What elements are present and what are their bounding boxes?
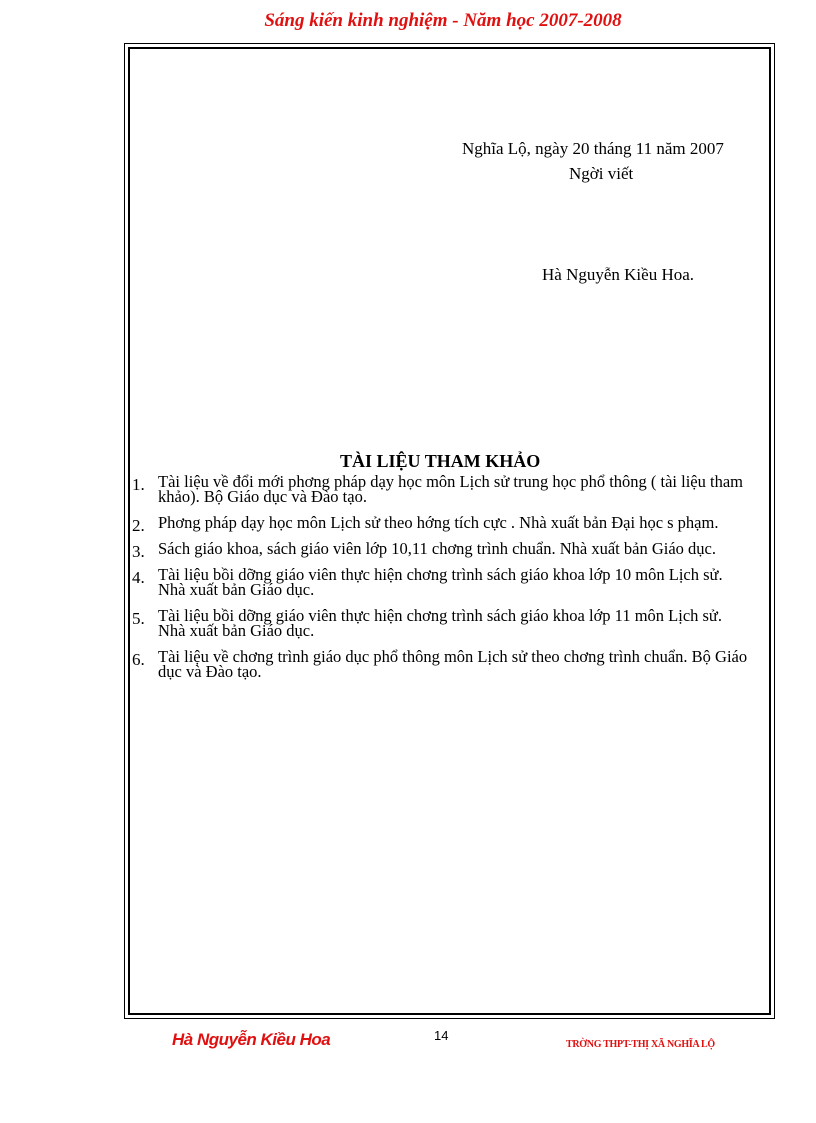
writer-label: Ngời viết [569,164,634,183]
list-item [132,474,752,504]
list-item [132,513,752,535]
list-item-number: 2. [132,516,145,535]
list-item-text: Tài liệu bồi dỡng giáo viên thực hiện chơng trình sách giáo khoa lớp 10 môn Lịch sử. Nhà xuất bản Giáo dục. [158,565,723,599]
footer-school-name: TRỜNG THPT-THỊ XÃ NGHĨA LỘ [566,1039,715,1050]
list-item-text: Sách giáo khoa, sách giáo viên lớp 10,11 chơng trình chuẩn. Nhà xuất bản Giáo dục. [158,539,716,558]
list-item-number: 5. [132,609,145,628]
page-number: 14 [434,1028,449,1043]
list-item-number: 4. [132,568,145,587]
list-item [132,539,752,561]
page-header-title: Sáng kiến kinh nghiệm - Năm học 2007-2008 [264,10,622,31]
list-item-text: Tài liệu về đổi mới phơng pháp dạy học môn Lịch sử trung học phổ thông ( tài liệu tham khảo). Bộ Giáo dục và Đào tạo. [158,472,743,506]
list-item [132,567,752,597]
footer-author-name: Hà Nguyễn Kiều Hoa [172,1030,331,1049]
references-list [132,474,752,690]
list-item-text: Tài liệu bồi dỡng giáo viên thực hiện chơng trình sách giáo khoa lớp 11 môn Lịch sử. Nhà xuất bản Giáo dục. [158,606,723,640]
author-name: Hà Nguyễn Kiều Hoa. [542,265,695,284]
list-item-number: 6. [132,650,145,669]
list-item [132,608,752,638]
list-item-text: Tài liệu về chơng trình giáo dục phổ thông môn Lịch sử theo chơng trình chuẩn. Bộ Giáo dục và Đào tạo. [158,647,748,681]
list-item-number: 1. [132,475,145,494]
references-title: TÀI LIỆU THAM KHẢO [340,451,541,471]
list-item-number: 3. [132,542,145,561]
place-date: Nghĩa Lộ, ngày 20 tháng 11 năm 2007 [462,139,724,158]
list-item [132,649,752,679]
list-item-text: Phơng pháp dạy học môn Lịch sử theo hớng tích cực . Nhà xuất bản Đại học s phạm. [158,513,719,532]
